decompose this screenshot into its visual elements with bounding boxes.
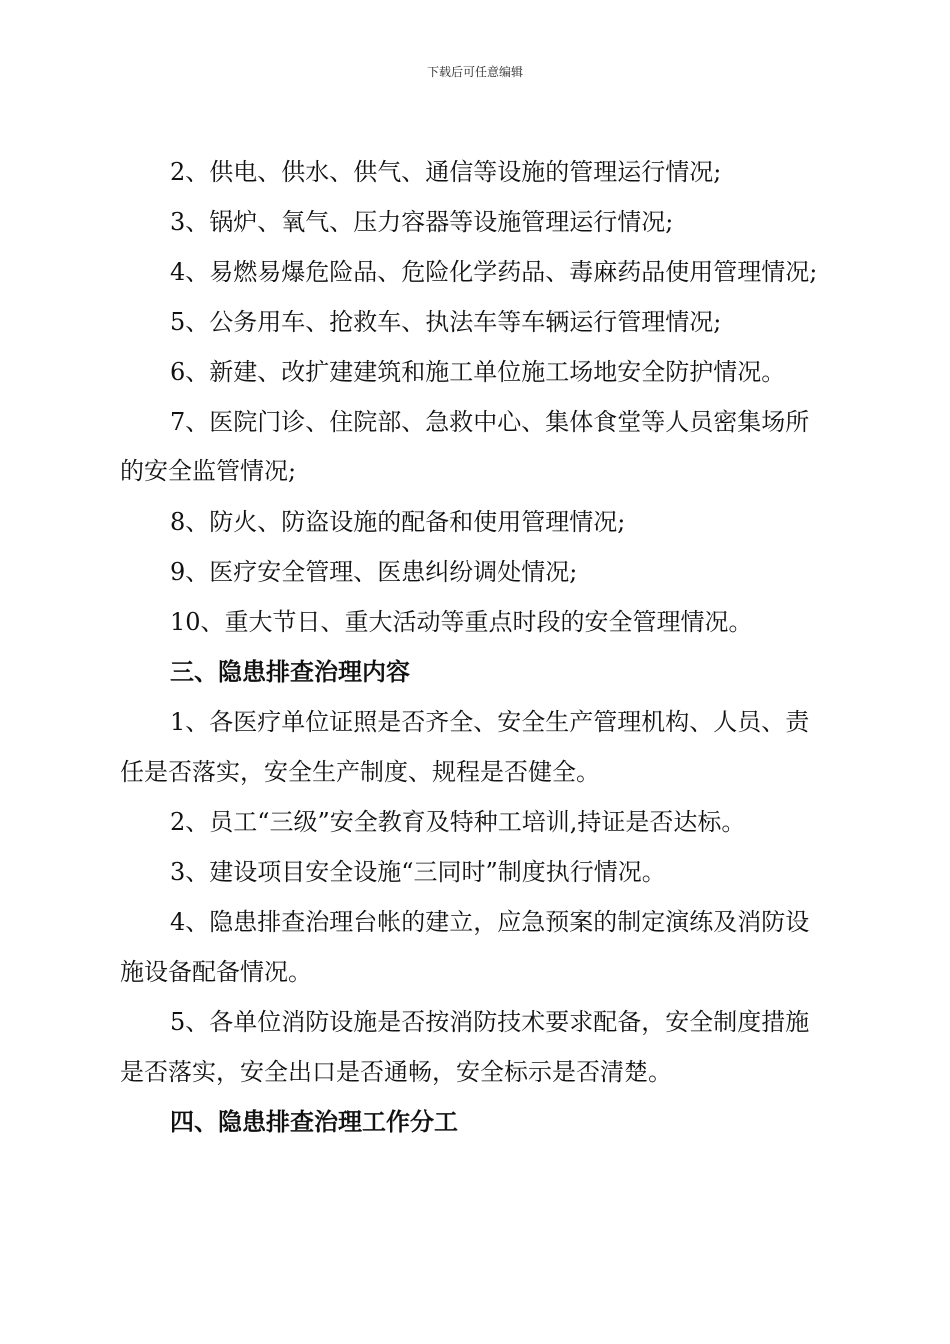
paragraph-line: 3、建设项目安全设施“三同时”制度执行情况。 xyxy=(170,858,666,886)
paragraph-line: 6、新建、改扩建建筑和施工单位施工场地安全防护情况。 xyxy=(170,358,786,386)
paragraph-line: 8、防火、防盗设施的配备和使用管理情况; xyxy=(170,508,626,536)
section-heading: 三、隐患排查治理内容 xyxy=(170,658,410,686)
paragraph-line: 4、隐患排查治理台帐的建立，应急预案的制定演练及消防设 xyxy=(170,908,810,936)
paragraph-line: 4、易燃易爆危险品、危险化学药品、毒麻药品使用管理情况; xyxy=(170,258,818,286)
paragraph-line: 2、供电、供水、供气、通信等设施的管理运行情况; xyxy=(170,158,722,186)
paragraph-line: 施设备配备情况。 xyxy=(120,958,312,986)
paragraph-line: 5、各单位消防设施是否按消防技术要求配备，安全制度措施 xyxy=(170,1008,810,1036)
section-heading: 四、隐患排查治理工作分工 xyxy=(170,1108,458,1136)
paragraph-line: 7、医院门诊、住院部、急救中心、集体食堂等人员密集场所 xyxy=(170,408,810,436)
paragraph-line: 10、重大节日、重大活动等重点时段的安全管理情况。 xyxy=(170,608,753,636)
paragraph-line: 5、公务用车、抢救车、执法车等车辆运行管理情况; xyxy=(170,308,722,336)
paragraph-line: 2、员工“三级”安全教育及特种工培训,持证是否达标。 xyxy=(170,808,746,836)
paragraph-line: 的安全监管情况; xyxy=(120,457,297,485)
paragraph-line: 是否落实，安全出口是否通畅，安全标示是否清楚。 xyxy=(120,1058,672,1086)
paragraph-line: 9、医疗安全管理、医患纠纷调处情况; xyxy=(170,558,578,586)
paragraph-line: 3、锅炉、氧气、压力容器等设施管理运行情况; xyxy=(170,208,674,236)
paragraph-line: 1、各医疗单位证照是否齐全、安全生产管理机构、人员、责 xyxy=(170,708,810,736)
page-header: 下载后可任意编辑 xyxy=(426,65,523,79)
paragraph-line: 任是否落实，安全生产制度、规程是否健全。 xyxy=(120,758,600,786)
